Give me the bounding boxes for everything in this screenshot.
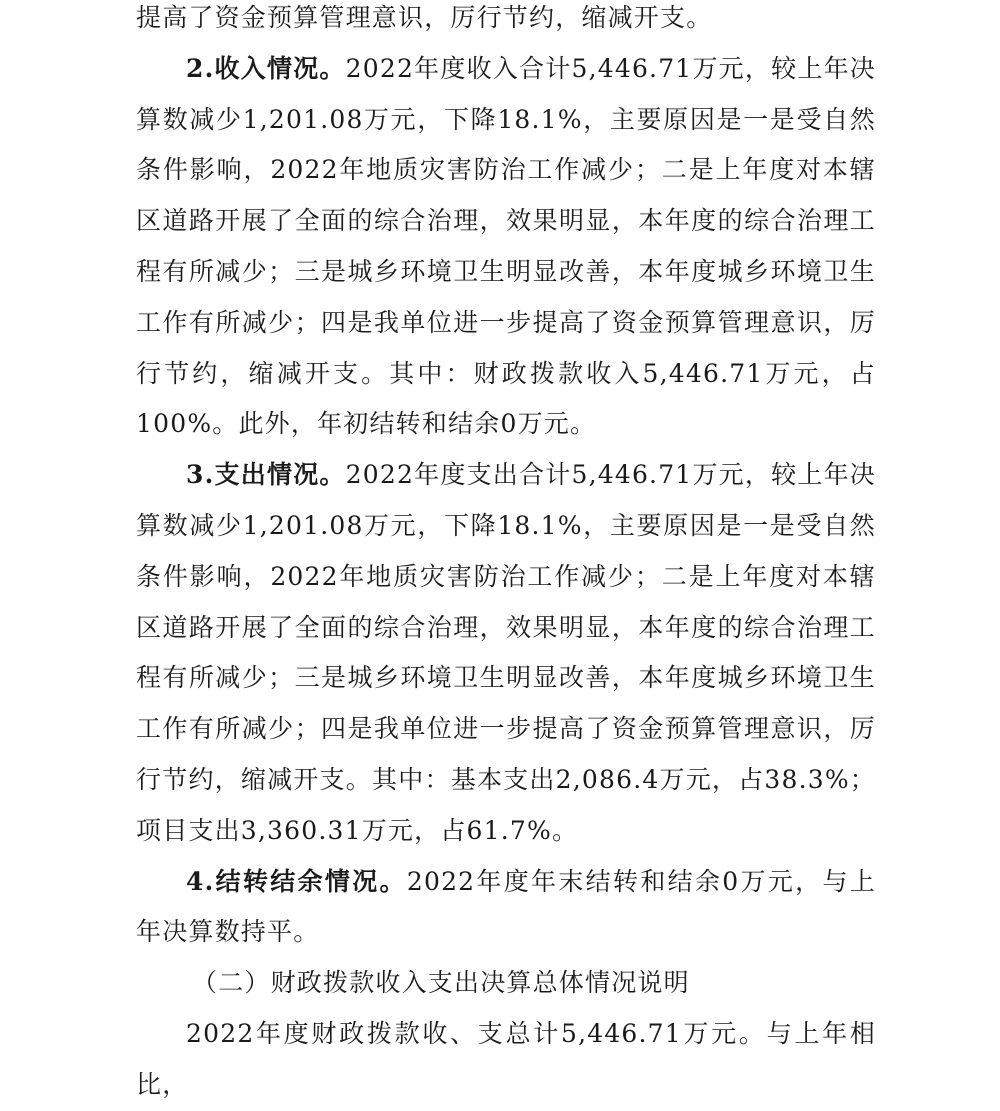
paragraph-carryover bbox=[136, 857, 876, 959]
paragraph-body: 2022年度收入合计5,446.71万元，较上年决算数减少1,201.08万元，下降18.1%，主要原因是一是受自然条件影响，2022年地质灾害防治工作减少；二是上年度对本辖区道路开展了全面的综合治理，效果明显，本年度的综合治理工程有所减少；三是城乡环境卫生明显改善，本年度城乡环境卫生工作有所减少；四是我单位进一步提高了资金预算管理意识，厉行节约，缩减开支。其中：财政拨款收入5,446.71万元，占100%。此外，年初结转和结余0万元。 bbox=[136, 53, 877, 439]
paragraph-body: 提高了资金预算管理意识，厉行节约，缩减开支。 bbox=[136, 3, 713, 32]
paragraph-income bbox=[136, 44, 876, 450]
paragraph-heading: 4.结转结余情况。 bbox=[186, 866, 407, 896]
paragraph-body: 2022年度年末结转和结余0万元，与上年决算数持平。 bbox=[136, 866, 876, 947]
section-heading: （二）财政拨款收入支出决算总体情况说明 bbox=[192, 968, 690, 998]
paragraph-continuation bbox=[136, 0, 876, 44]
paragraph-body: 2022年度支出合计5,446.71万元，较上年决算数减少1,201.08万元，下降18.1%，主要原因是一是受自然条件影响，2022年地质灾害防治工作减少；二是上年度对本辖区道路开展了全面的综合治理，效果明显，本年度的综合治理工程有所减少；三是城乡环境卫生明显改善，本年度城乡环境卫生工作有所减少；四是我单位进一步提高了资金预算管理意识，厉行节约，缩减开支。其中：基本支出2,086.4万元，占38.3%；项目支出3,360.31万元，占61.7%。 bbox=[136, 460, 877, 845]
paragraph-fiscal-summary bbox=[136, 1009, 876, 1111]
document-page bbox=[136, 0, 876, 1111]
paragraph-heading: 3.支出情况。 bbox=[186, 460, 346, 490]
paragraph-expenditure bbox=[136, 450, 876, 856]
paragraph-heading: 2.收入情况。 bbox=[186, 53, 346, 83]
paragraph-body: 2022年度财政拨款收、支总计5,446.71万元。与上年相比， bbox=[136, 1018, 876, 1099]
